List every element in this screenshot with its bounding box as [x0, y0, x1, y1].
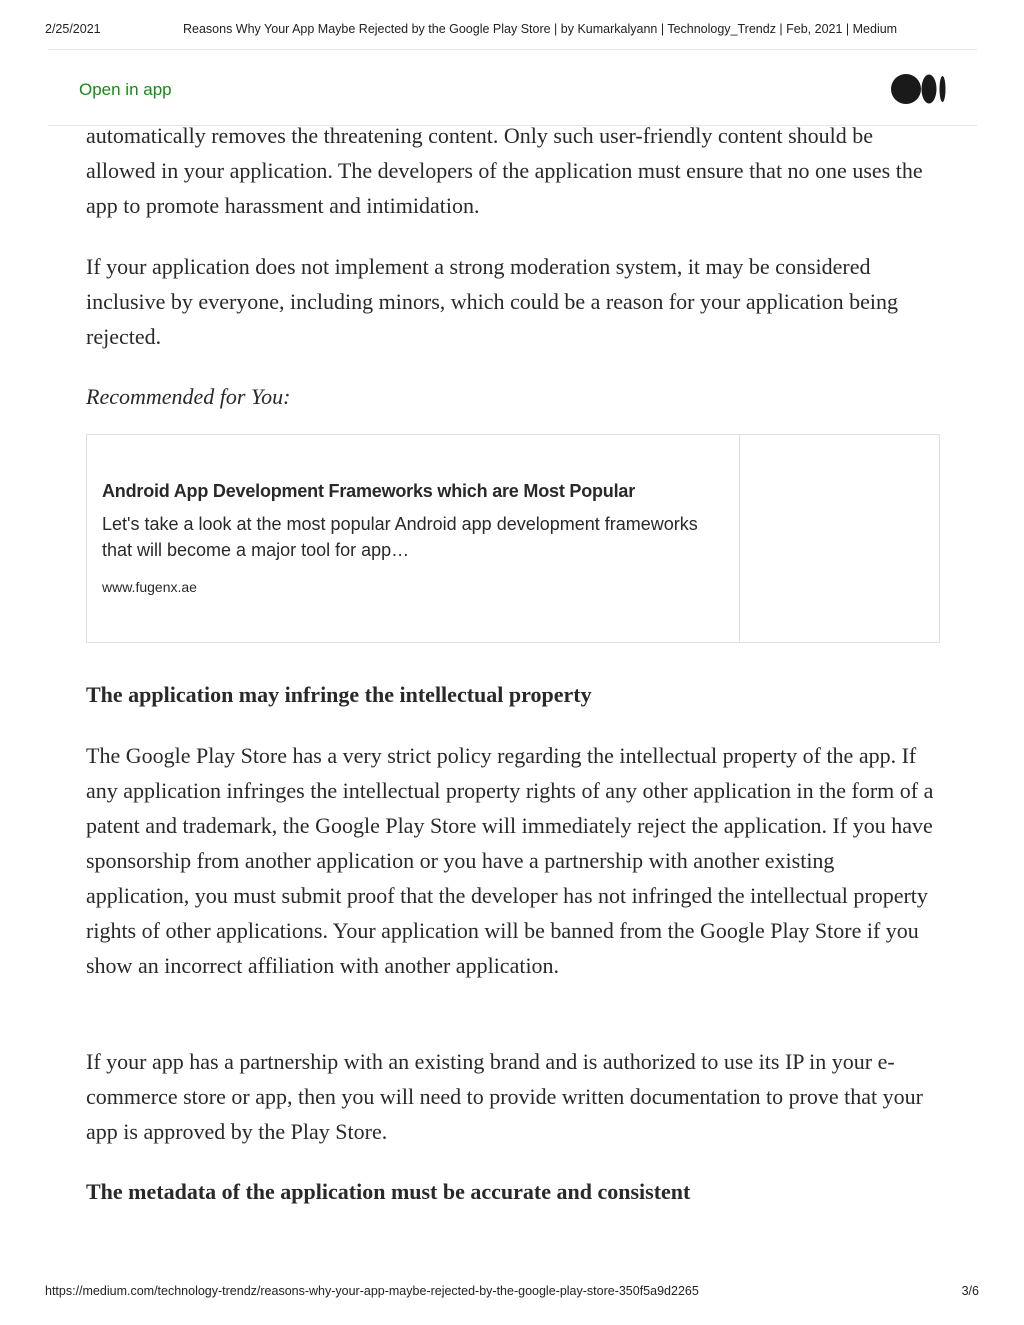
app-bar: [48, 49, 977, 126]
print-page-title: Reasons Why Your App Maybe Rejected by the Google Play Store | by Kumarkalyann | Technology_Trendz | Feb, 2021 | Medium: [183, 22, 898, 36]
card-domain: www.fugenx.ae: [102, 579, 197, 595]
card-description: Let's take a look at the most popular Android app development frameworks that will become a major tool for app…: [102, 514, 698, 560]
open-in-app-link[interactable]: Open in app: [79, 80, 172, 99]
print-date: 2/25/2021: [45, 22, 101, 36]
paragraph-ip-policy: The Google Play Store has a very strict policy regarding the intellectual property of the app. If any application infringes the intellectual property rights of any other application in the form of a patent and trademark, the Google Play Store will immediately reject the application. If you have sponsorship from another application or you have a partnership with another existing application, you must submit proof that the developer has not infringed the intellectual property rights of other applications. Your application will be banned from the Google Play Store if you show an incorrect affiliation with another application.: [86, 743, 934, 978]
paragraph-ip-partnership: If your app has a partnership with an existing brand and is authorized to use its IP in your e-commerce store or app, then you will need to provide written documentation to prove that your app is approved by the Play Store.: [86, 1049, 923, 1144]
section-heading-metadata: The metadata of the application must be accurate and consistent: [86, 1179, 691, 1204]
card-title: Android App Development Frameworks which are Most Popular: [102, 481, 636, 501]
recommended-link-card[interactable]: [86, 434, 940, 643]
section-heading-wrap: [86, 680, 940, 710]
print-page-number: 3/6: [961, 1284, 979, 1298]
article-paragraph: [86, 249, 940, 354]
recommended-heading: Recommended for You:: [86, 384, 291, 409]
card-text: [102, 479, 722, 595]
paragraph-moderation-system: If your application does not implement a strong moderation system, it may be considered inclusive by everyone, including minors, which could be a reason for your application being rejected.: [86, 254, 898, 349]
article-paragraph: [86, 738, 940, 983]
print-footer: [45, 1284, 979, 1298]
article-paragraph: [86, 1044, 940, 1149]
section-heading-ip: The application may infringe the intellectual property: [86, 682, 592, 707]
paragraph-moderation: automatically removes the threatening content. Only such user-friendly content should be allowed in your application. The developers of the application must ensure that no one uses the app to promote harassment and intimidation.: [86, 123, 923, 218]
article-paragraph: [86, 118, 940, 223]
recommended-heading-wrap: [86, 382, 940, 412]
print-url: https://medium.com/technology-trendz/reasons-why-your-app-maybe-rejected-by-the-google-play-store-350f5a9d2265: [45, 1284, 699, 1298]
section-heading-wrap: [86, 1177, 940, 1207]
print-header: [45, 22, 979, 36]
card-thumbnail: [739, 435, 939, 642]
medium-logo-icon[interactable]: [891, 73, 947, 105]
